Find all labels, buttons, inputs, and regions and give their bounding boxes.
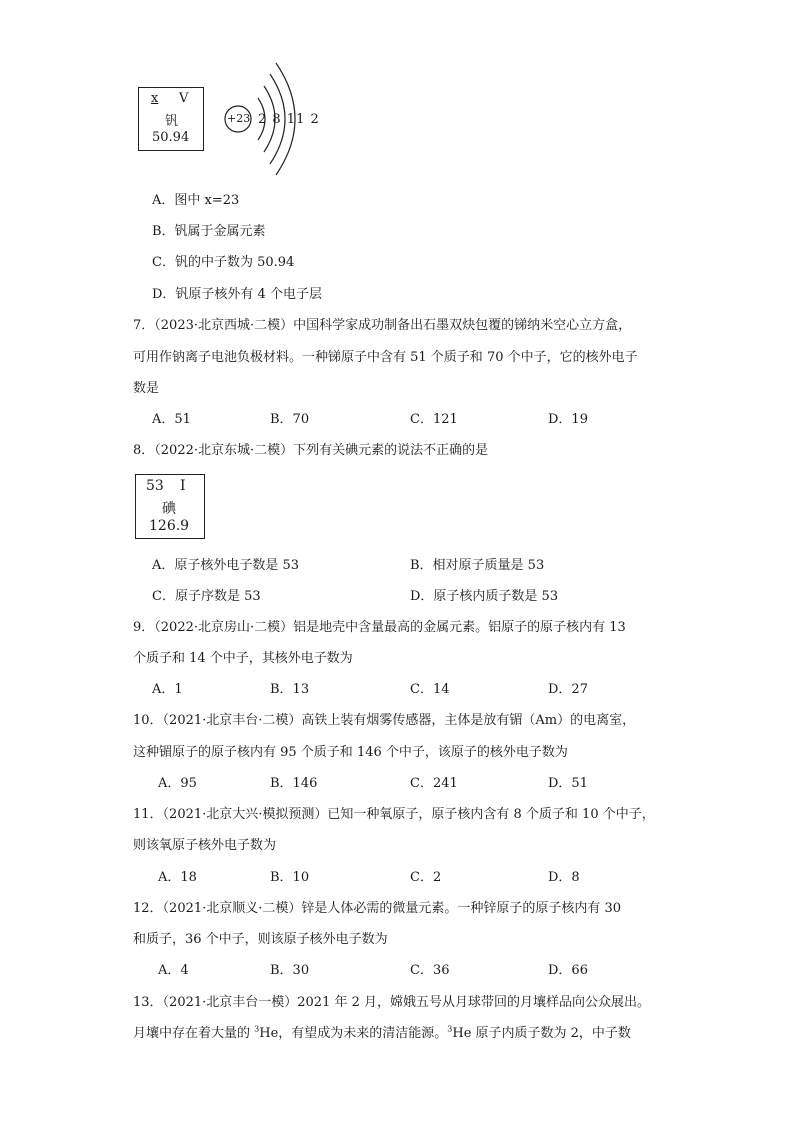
element-symbol: V <box>179 91 189 106</box>
q12-line-1: 12．（2021·北京顺义·二模）锌是人体必需的微量元素。一种锌原子的原子核内有 30 <box>133 901 622 916</box>
q7-option-b: B．70 <box>270 412 310 427</box>
q9-line-2: 个质子和 14 个中子，其核外电子数为 <box>133 651 353 666</box>
q8-option-c: C．原子序数是 53 <box>152 589 261 604</box>
q6-option-b: B．钒属于金属元素 <box>152 224 266 239</box>
q11-option-c: C．2 <box>410 870 442 885</box>
q11-option-d: D．8 <box>548 870 580 885</box>
shell-electron-counts: 2 8 11 2 <box>258 112 320 127</box>
atomic-number-label: x <box>151 91 159 106</box>
q7-option-c: C．121 <box>410 412 458 427</box>
q11-option-a: A．18 <box>158 870 197 885</box>
q9-line-1: 9．（2022·北京房山·二模）铝是地壳中含量最高的金属元素。铝原子的原子核内有 13 <box>133 620 626 635</box>
q12-option-d: D．66 <box>548 963 588 978</box>
q10-option-d: D．51 <box>548 776 588 791</box>
q8-line: 8．（2022·北京东城·二模）下列有关碘元素的说法不正确的是 <box>133 443 489 458</box>
q12-line-2: 和质子，36 个中子，则该原子核外电子数为 <box>133 932 388 947</box>
q6-option-c: C．钒的中子数为 50.94 <box>152 255 295 270</box>
iodine-atomic-number: 53 <box>146 478 164 494</box>
q10-option-c: C．241 <box>410 776 458 791</box>
q10-line-1: 10．（2021·北京丰台·二模）高铁上装有烟雾传感器，主体是放有镅（Am）的电离室， <box>133 713 636 728</box>
q13-text-b: He，有望成为未来的清洁能源。 <box>259 1026 448 1041</box>
q6-option-d: D．钒原子核外有 4 个电子层 <box>152 287 322 302</box>
iodine-mass: 126.9 <box>149 518 190 534</box>
q7-option-a: A．51 <box>152 412 191 427</box>
element-name: 钒 <box>165 114 179 129</box>
atomic-mass: 50.94 <box>152 130 190 145</box>
q8-option-d: D．原子核内质子数是 53 <box>410 589 559 604</box>
q7-line-2: 可用作钠离子电池负极材料。一种锑原子中含有 51 个质子和 70 个中子，它的核外电子 <box>133 350 638 365</box>
q9-option-d: D．27 <box>548 682 588 697</box>
q9-option-a: A．1 <box>152 682 183 697</box>
q11-line-1: 11．（2021·北京大兴·模拟预测）已知一种氧原子，原子核内含有 8 个质子和 10 个中子， <box>133 807 655 822</box>
q13-sup-2: 3 <box>447 1024 453 1034</box>
q10-line-2: 这种镅原子的原子核内有 95 个质子和 146 个中子，该原子的核外电子数为 <box>133 745 568 760</box>
q13-line-2 <box>133 1026 631 1042</box>
q13-sup-1: 3 <box>254 1024 260 1034</box>
q8-option-a: A．原子核外电子数是 53 <box>152 558 300 573</box>
q7-line-3: 数是 <box>133 381 160 396</box>
q13-text-a: 月壤中存在着大量的 <box>133 1026 255 1041</box>
q9-option-c: C．14 <box>410 682 450 697</box>
q6-option-a: A．图中 x=23 <box>152 193 240 208</box>
q12-option-a: A．4 <box>158 963 189 978</box>
q8-option-b: B．相对原子质量是 53 <box>410 558 545 573</box>
vanadium-element-card <box>138 87 204 151</box>
q13-line-1: 13．（2021·北京丰台一模）2021 年 2 月，嫦娥五号从月球带回的月壤样品向公众展出。 <box>133 995 651 1010</box>
q12-option-b: B．30 <box>270 963 310 978</box>
nucleus-charge: +23 <box>227 112 251 125</box>
q9-option-b: B．13 <box>270 682 310 697</box>
q7-line-1: 7．（2023·北京西城·二模）中国科学家成功制备出石墨双炔包覆的锑纳米空心立方盒， <box>133 318 632 333</box>
q10-option-a: A．95 <box>158 776 197 791</box>
q11-line-2: 则该氧原子核外电子数为 <box>133 838 277 853</box>
q7-option-d: D．19 <box>548 412 588 427</box>
iodine-element-card <box>135 474 205 539</box>
q12-option-c: C．36 <box>410 963 450 978</box>
q13-text-c: He 原子内质子数为 2，中子数 <box>452 1026 631 1041</box>
iodine-symbol: I <box>180 478 186 494</box>
iodine-name: 碘 <box>162 501 176 517</box>
q10-option-b: B．146 <box>270 776 318 791</box>
q11-option-b: B．10 <box>270 870 310 885</box>
